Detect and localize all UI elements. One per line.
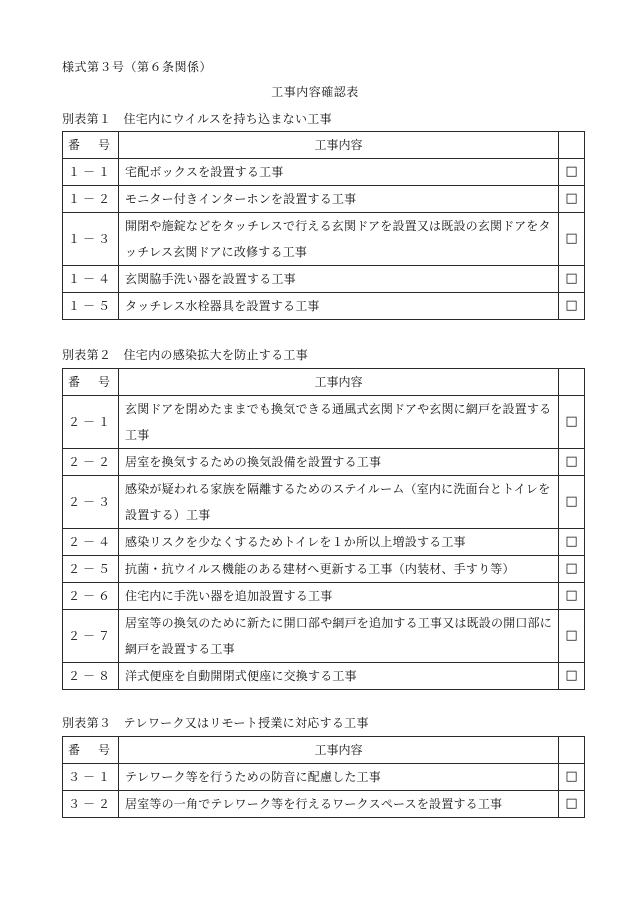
- header-content: 工事内容: [119, 737, 559, 764]
- row-number: １－２: [63, 186, 119, 213]
- row-checkbox[interactable]: □: [559, 186, 585, 213]
- table-header-row: [63, 737, 585, 764]
- table-row: [63, 396, 585, 449]
- section-title-3: 別表第３ テレワーク又はリモート授業に対応する工事: [62, 716, 369, 730]
- row-checkbox[interactable]: □: [559, 583, 585, 610]
- row-description: 洋式便座を自動開閉式便座に交換する工事: [119, 663, 559, 690]
- row-number: ２－２: [63, 449, 119, 476]
- row-description: 玄関脇手洗い器を設置する工事: [119, 266, 559, 293]
- header-content: 工事内容: [119, 369, 559, 396]
- header-content: 工事内容: [119, 132, 559, 159]
- header-number: 番 号: [63, 132, 119, 159]
- row-description: 玄関ドアを閉めたままでも換気できる通風式玄関ドアや玄関に網戸を設置する工事: [119, 396, 559, 449]
- row-checkbox[interactable]: □: [559, 529, 585, 556]
- table-2: [62, 368, 585, 690]
- table-1: [62, 131, 585, 320]
- row-description: 感染リスクを少なくするためトイレを１か所以上増設する工事: [119, 529, 559, 556]
- row-description: モニター付きインターホンを設置する工事: [119, 186, 559, 213]
- header-number: 番 号: [63, 369, 119, 396]
- header-check: [559, 369, 585, 396]
- row-description: 感染が疑われる家族を隔離するためのステイルーム（室内に洗面台とトイレを設置する）工事: [119, 476, 559, 529]
- row-number: ２－４: [63, 529, 119, 556]
- row-checkbox[interactable]: □: [559, 159, 585, 186]
- row-number: １－３: [63, 213, 119, 266]
- row-number: ２－３: [63, 476, 119, 529]
- table-row: [63, 159, 585, 186]
- header-check: [559, 737, 585, 764]
- table-row: [63, 449, 585, 476]
- table-row: [63, 266, 585, 293]
- row-checkbox[interactable]: □: [559, 791, 585, 818]
- row-description: 住宅内に手洗い器を追加設置する工事: [119, 583, 559, 610]
- row-checkbox[interactable]: □: [559, 293, 585, 320]
- row-description: 開閉や施錠などをタッチレスで行える玄関ドアを設置又は既設の玄関ドアをタッチレス玄関ドアに改修する工事: [119, 213, 559, 266]
- form-number: 様式第３号（第６条関係）: [62, 60, 213, 74]
- row-description: 宅配ボックスを設置する工事: [119, 159, 559, 186]
- row-description: 抗菌・抗ウイルス機能のある建材へ更新する工事（内装材、手すり等）: [119, 556, 559, 583]
- header-number: 番 号: [63, 737, 119, 764]
- row-number: ２－５: [63, 556, 119, 583]
- table-row: [63, 764, 585, 791]
- row-checkbox[interactable]: □: [559, 556, 585, 583]
- table-row: [63, 529, 585, 556]
- row-number: ２－８: [63, 663, 119, 690]
- table-3: [62, 736, 585, 818]
- row-checkbox[interactable]: □: [559, 610, 585, 663]
- table-row: [63, 186, 585, 213]
- table-row: [63, 476, 585, 529]
- row-number: １－４: [63, 266, 119, 293]
- row-description: テレワーク等を行うための防音に配慮した工事: [119, 764, 559, 791]
- row-number: ３－１: [63, 764, 119, 791]
- document-title: 工事内容確認表: [271, 85, 359, 99]
- table-row: [63, 293, 585, 320]
- row-number: １－１: [63, 159, 119, 186]
- row-checkbox[interactable]: □: [559, 213, 585, 266]
- row-checkbox[interactable]: □: [559, 396, 585, 449]
- section-title-2: 別表第２ 住宅内の感染拡大を防止する工事: [62, 348, 309, 362]
- row-number: １－５: [63, 293, 119, 320]
- table-row: [63, 791, 585, 818]
- row-number: ２－６: [63, 583, 119, 610]
- table-header-row: [63, 369, 585, 396]
- row-checkbox[interactable]: □: [559, 663, 585, 690]
- table-row: [63, 610, 585, 663]
- row-description: 居室等の一角でテレワーク等を行えるワークスペースを設置する工事: [119, 791, 559, 818]
- row-checkbox[interactable]: □: [559, 476, 585, 529]
- row-description: 居室等の換気のために新たに開口部や網戸を追加する工事又は既設の開口部に網戸を設置する工事: [119, 610, 559, 663]
- row-description: タッチレス水栓器具を設置する工事: [119, 293, 559, 320]
- table-row: [63, 663, 585, 690]
- table-row: [63, 583, 585, 610]
- row-number: ２－１: [63, 396, 119, 449]
- row-checkbox[interactable]: □: [559, 266, 585, 293]
- section-title-1: 別表第１ 住宅内にウイルスを持ち込まない工事: [62, 112, 332, 126]
- row-description: 居室を換気するための換気設備を設置する工事: [119, 449, 559, 476]
- table-row: [63, 213, 585, 266]
- row-checkbox[interactable]: □: [559, 764, 585, 791]
- table-row: [63, 556, 585, 583]
- header-check: [559, 132, 585, 159]
- table-header-row: [63, 132, 585, 159]
- row-number: ２－７: [63, 610, 119, 663]
- row-checkbox[interactable]: □: [559, 449, 585, 476]
- row-number: ３－２: [63, 791, 119, 818]
